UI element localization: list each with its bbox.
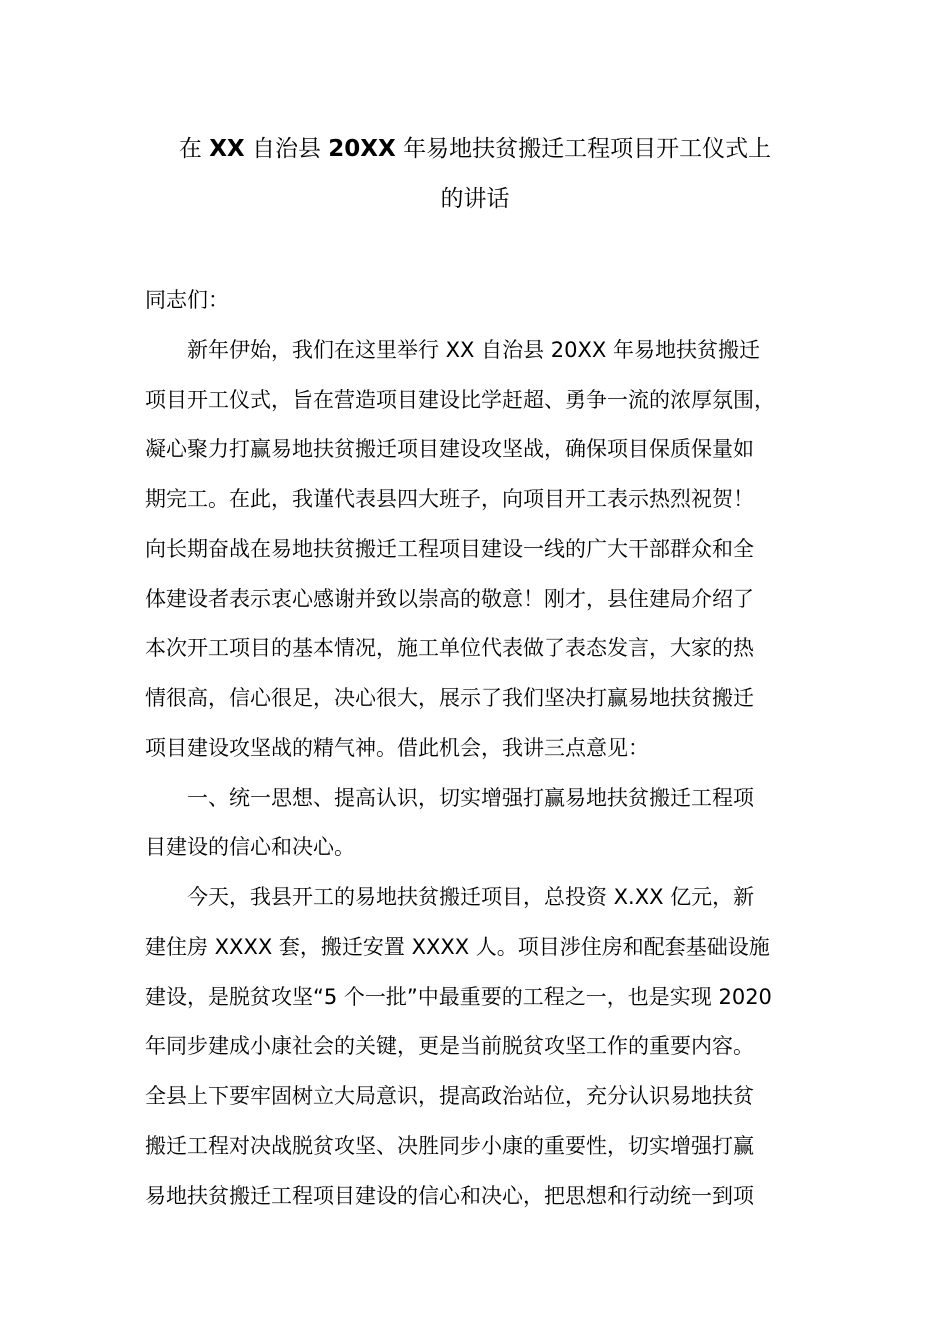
body-line: 年同步建成小康社会的关键，更是当前脱贫攻坚工作的重要内容。 [145, 1034, 754, 1058]
body-line: 全县上下要牢固树立大局意识，提高政治站位，充分认识易地扶贫 [145, 1084, 754, 1108]
title-text-bold-year: 20XX [328, 136, 396, 162]
body-line: 凝心聚力打赢易地扶贫搬迁项目建设攻坚战，确保项目保质保量如 [145, 437, 754, 461]
body-line: 今天，我县开工的易地扶贫搬迁项目，总投资 X.XX 亿元，新 [145, 885, 755, 909]
body-line: 搬迁工程对决战脱贫攻坚、决胜同步小康的重要性，切实增强打赢 [145, 1134, 754, 1158]
body-line: 建设，是脱贫攻坚“5 个一批”中最重要的工程之一，也是实现 2020 [145, 985, 772, 1009]
title-text-3: 年易地扶贫搬迁工程项目开工仪式上 [395, 136, 772, 162]
body-line: 体建设者表示衷心感谢并致以崇高的敬意！刚才，县住建局介绍了 [145, 587, 754, 611]
body-line: 建住房 XXXX 套，搬迁安置 XXXX 人。项目涉住房和配套基础设施 [145, 935, 770, 959]
body-line: 情很高，信心很足，决心很大，展示了我们坚决打赢易地扶贫搬迁 [145, 686, 754, 710]
body-line: 期完工。在此，我谨代表县四大班子，向项目开工表示热烈祝贺！ [145, 487, 754, 511]
body-line: 项目开工仪式，旨在营造项目建设比学赶超、勇争一流的浓厚氛围， [145, 388, 775, 412]
salutation: 同志们： [145, 288, 229, 312]
title-text-2: 自治县 [244, 136, 329, 162]
body-line: 易地扶贫搬迁工程项目建设的信心和决心，把思想和行动统一到项 [145, 1184, 754, 1208]
body-line: 项目建设攻坚战的精气神。借此机会，我讲三点意见： [145, 736, 649, 760]
section-heading-line: 一、统一思想、提高认识，切实增强打赢易地扶贫搬迁工程项 [145, 786, 754, 810]
document-title-line-2: 的讲话 [440, 186, 510, 212]
body-line: 本次开工项目的基本情况，施工单位代表做了表态发言，大家的热 [145, 636, 754, 660]
title-text-bold-xx: XX [209, 136, 245, 162]
document-title-line-1 [100, 134, 850, 164]
body-line: 向长期奋战在易地扶贫搬迁工程项目建设一线的广大干部群众和全 [145, 537, 754, 561]
body-line: 新年伊始，我们在这里举行 XX 自治县 20XX 年易地扶贫搬迁 [145, 338, 760, 362]
section-heading-line: 目建设的信心和决心。 [145, 835, 355, 859]
title-text-1: 在 [178, 136, 210, 162]
